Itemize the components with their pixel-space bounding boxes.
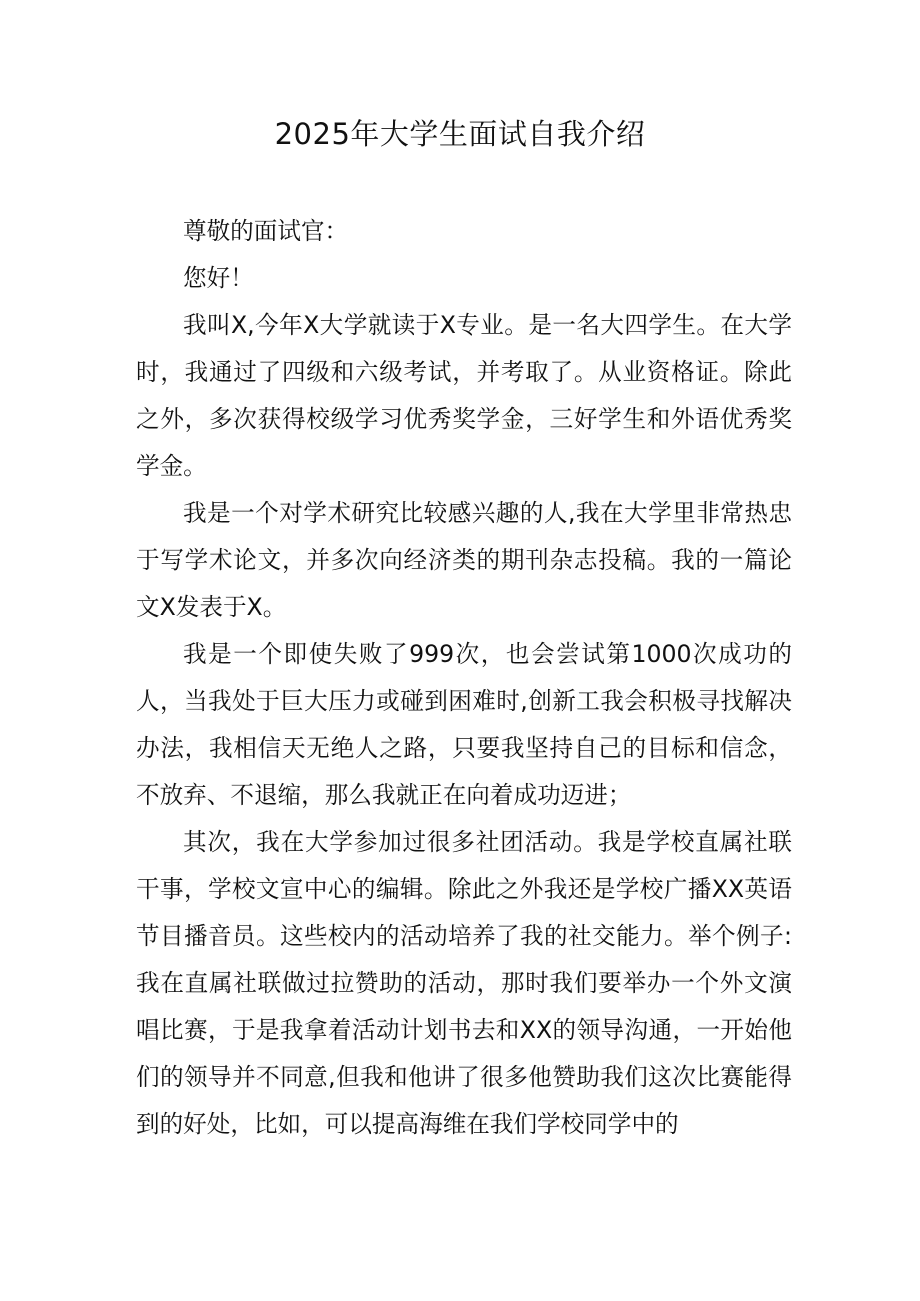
paragraph-salutation: 尊敬的面试官：: [183, 217, 349, 245]
paragraph-perseverance: 我是一个即使失败了999次，也会尝试第1000次成功的人，当我处于巨大压力或碰到困难时,创新工我会积极寻找解决办法，我相信天无绝人之路，只要我坚持自己的目标和信念，不放弃、不退缩，那么我就正在向着成功迈进；: [136, 640, 792, 809]
paragraph-introduction: 我叫X,今年X大学就读于X专业。是一名大四学生。在大学时，我通过了四级和六级考试，并考取了。从业资格证。除此之外，多次获得校级学习优秀奖学金，三好学生和外语优秀奖学金。: [136, 311, 792, 480]
document-body: [136, 208, 792, 1148]
paragraph-greeting: 您好！: [183, 264, 254, 292]
paragraph-academic: 我是一个对学术研究比较感兴趣的人,我在大学里非常热忠于写学术论文，并多次向经济类的期刊杂志投稿。我的一篇论文X发表于X。: [136, 499, 792, 621]
paragraph-activities: 其次，我在大学参加过很多社团活动。我是学校直属社联干事，学校文宣中心的编辑。除此之外我还是学校广播XX英语节目播音员。这些校内的活动培养了我的社交能力。举个例子:我在直属社联做过拉赞助的活动，那时我们要举办一个外文演唱比赛，于是我拿着活动计划书去和XX的领导沟通，一开始他们的领导并不同意,但我和他讲了很多他赞助我们这次比赛能得到的好处，比如，可以提高海维在我们学校同学中的: [136, 828, 792, 1138]
document-title: 2025年大学生面试自我介绍: [274, 117, 646, 151]
